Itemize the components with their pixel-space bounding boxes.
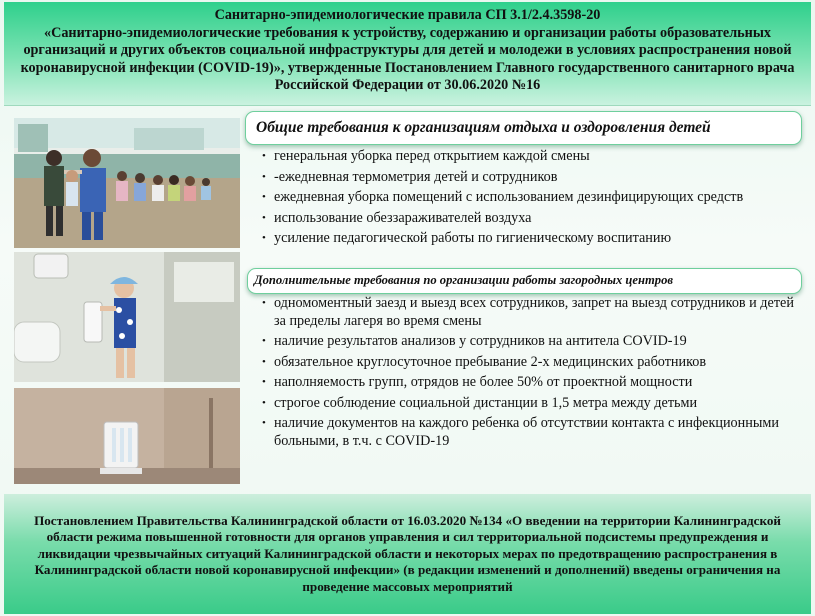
bullet-icon: • bbox=[262, 355, 266, 368]
list-item bbox=[260, 295, 800, 330]
bullet-icon: • bbox=[262, 417, 266, 429]
list-item-text: обязательное круглосуточное пребывание 2-х медицинских работников bbox=[274, 353, 707, 370]
header-rule-title: Санитарно-эпидемиологические правила СП 3.1/2.4.3598-20 bbox=[214, 7, 601, 23]
list-item bbox=[260, 415, 800, 450]
footer-text: Постановлением Правительства Калининградской области от 16.03.2020 №134 «О введении на территории Калининградской области режима повышенной готовности для органов управления и сил территориальной подсистемы предупреждения и ликвидации чрезвычайных ситуаций Калининградской области и некоторых мерах по предотвращению распространения в Калининградской области новой коронавирусной инфекции» (в редакции изменений и дополнений) введены ограничения на проведение массовых мероприятий bbox=[34, 513, 781, 594]
bullet-icon: • bbox=[262, 211, 266, 224]
bullet-icon: • bbox=[262, 376, 266, 388]
list-item-text: генеральная уборка перед открытием каждой смены bbox=[274, 148, 590, 164]
bullet-icon: • bbox=[262, 396, 266, 409]
additional-requirements-heading: Дополнительные требования по организации работы загородных центров bbox=[247, 268, 802, 294]
bullet-icon: • bbox=[262, 150, 266, 162]
photo-hand-sanitizer bbox=[14, 252, 240, 382]
list-item bbox=[260, 333, 800, 351]
list-item bbox=[260, 169, 800, 187]
general-requirements-list bbox=[260, 148, 800, 251]
document-header bbox=[4, 2, 811, 106]
list-item-text: наличие результатов анализов у сотрудников на антитела COVID-19 bbox=[274, 333, 687, 349]
list-item-text: наполняемость групп, отрядов не более 50% от проектной мощности bbox=[274, 374, 693, 390]
list-item bbox=[260, 374, 800, 392]
photo-temperature-check bbox=[14, 118, 240, 248]
bullet-icon: • bbox=[262, 232, 266, 244]
list-item bbox=[260, 210, 800, 228]
bullet-icon: • bbox=[262, 191, 266, 203]
list-item bbox=[260, 354, 800, 372]
header-rule-description: «Санитарно-эпидемиологические требования к устройству, содержанию и организации работы образовательных организаций и других объектов социальной инфраструктуры для детей и молодежи в условиях распространения новой коронавирусной инфекции (COVID-19)», утвержденные Постановлением Главного государственного санитарного врача Российской Федерации от 30.06.2020 №16 bbox=[20, 24, 795, 94]
bullet-icon: • bbox=[262, 170, 266, 183]
list-item bbox=[260, 230, 800, 248]
additional-requirements-list bbox=[260, 295, 800, 453]
photo-air-purifier bbox=[14, 388, 240, 484]
regional-decree-footer bbox=[4, 494, 811, 614]
general-requirements-heading: Общие требования к организациям отдыха и оздоровления детей bbox=[245, 111, 802, 145]
list-item-text: наличие документов на каждого ребенка об отсутствии контакта с инфекционными больными, в т.ч. с COVID-19 bbox=[274, 415, 779, 449]
list-item-text: ежедневная уборка помещений с использованием дезинфицирующих средств bbox=[274, 189, 744, 205]
list-item bbox=[260, 148, 800, 166]
list-item-text: -ежедневная термометрия детей и сотрудников bbox=[274, 168, 558, 185]
list-item-text: одномоментный заезд и выезд всех сотрудников, запрет на выезд сотрудников и детей за пределы лагеря во время смены bbox=[274, 295, 794, 329]
list-item-text: усиление педагогической работы по гигиеническому воспитанию bbox=[274, 230, 672, 246]
list-item bbox=[260, 189, 800, 207]
bullet-icon: • bbox=[262, 297, 266, 309]
list-item bbox=[260, 395, 800, 413]
bullet-icon: • bbox=[262, 335, 266, 347]
list-item-text: строгое соблюдение социальной дистанции в 1,5 метра между детьми bbox=[274, 394, 698, 411]
list-item-text: использование обеззараживателей воздуха bbox=[274, 209, 532, 226]
